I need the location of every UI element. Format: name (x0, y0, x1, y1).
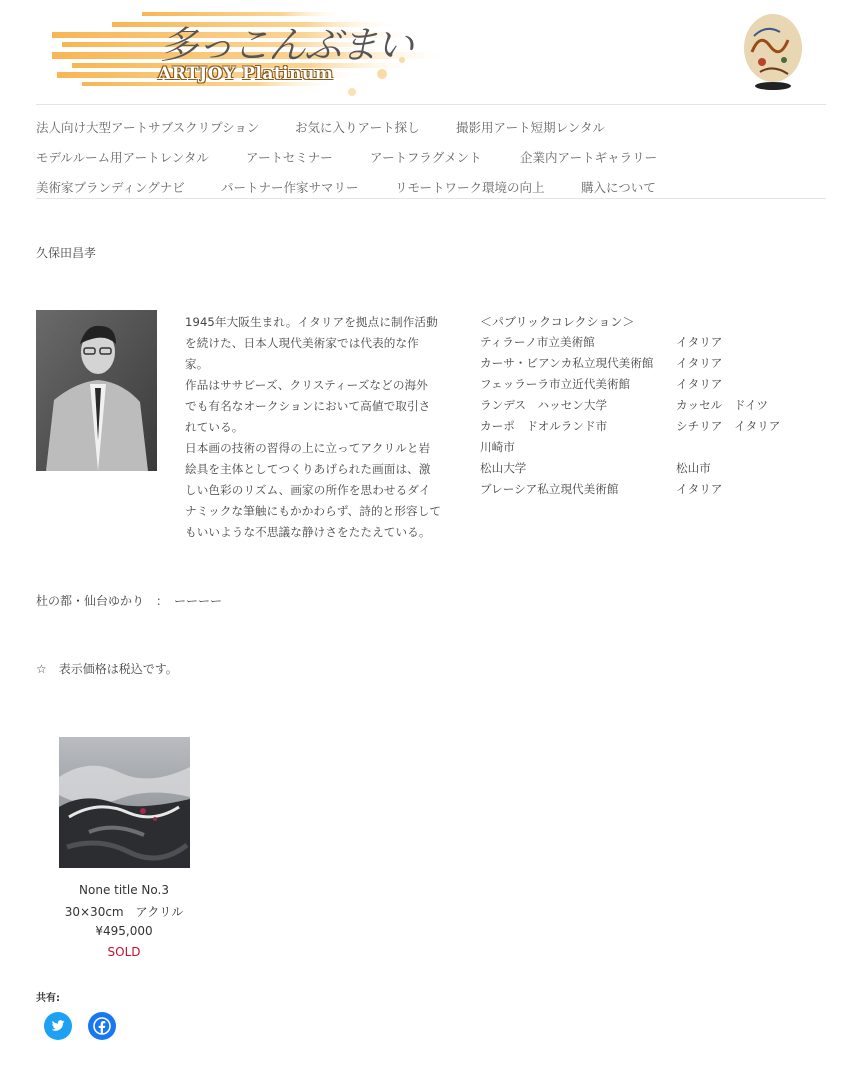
share-label: 共有: (36, 993, 60, 1004)
bio-line: 作品はササビーズ、クリスティーズなどの海外 (185, 378, 428, 392)
bio-line: ナミックな筆触にもかかわらず、詩的と形容して (185, 504, 442, 518)
collection-name: フェッラーラ市立近代美術館 (480, 377, 631, 391)
collection-name: 松山大学 (480, 461, 527, 475)
artist-portrait-photo (36, 310, 157, 471)
collection-place: 松山市 (676, 461, 711, 475)
header-divider (36, 104, 826, 105)
site-logo[interactable] (52, 2, 452, 102)
bio-line: 家。 (185, 357, 209, 371)
bio-line: しい色彩のリズム、画家の所作を思わせるダイ (185, 483, 431, 497)
nav-item-photo-rental[interactable]: 撮影用アート短期レンタル (456, 120, 605, 135)
collection-name: 川崎市 (480, 440, 515, 454)
bio-line: もいいような不思議な静けさをたたえている。 (185, 525, 431, 539)
nav-item-model-room-rental[interactable]: モデルルーム用アートレンタル (36, 150, 209, 165)
bio-line: 日本画の技術の習得の上に立ってアクリルと岩 (185, 441, 431, 455)
collection-place: カッセル ドイツ (676, 398, 769, 412)
nav-item-partner-summary[interactable]: パートナー作家サマリー (221, 180, 359, 195)
nav-item-office-gallery[interactable]: 企業内アートギャラリー (520, 150, 658, 165)
collection-place: イタリア (676, 356, 723, 370)
collection-name: カーポ ドオルランド市 (480, 419, 608, 433)
logo-brand-text: ARTJOY Platinum (158, 64, 334, 84)
nav-item-remote-work[interactable]: リモートワーク環境の向上 (395, 180, 545, 195)
bio-line: 絵具を主体としてつくりあげられた画面は、激 (185, 462, 431, 476)
collection-place: イタリア (676, 482, 723, 496)
bio-line: を続けた、日本人現代美術家では代表的な作 (185, 336, 419, 350)
collection-name: ティラーノ市立美術館 (480, 335, 595, 349)
collection-place: イタリア (676, 335, 723, 349)
collection-name: ランデス ハッセン大学 (480, 398, 608, 412)
artist-name: 久保田昌孝 (36, 246, 97, 260)
bio-line: でも有名なオークションにおいて高値で取引さ (185, 399, 431, 413)
nav-item-purchase-info[interactable]: 購入について (581, 180, 656, 195)
artwork-thumbnail[interactable] (59, 737, 190, 868)
facebook-icon (88, 1012, 116, 1040)
collection-place: シチリア イタリア (676, 419, 781, 433)
nav-item-art-fragment[interactable]: アートフラグメント (370, 150, 482, 165)
product-title[interactable]: None title No.3 (79, 883, 169, 897)
collection-place: イタリア (676, 377, 723, 391)
decorated-egg-image (740, 12, 806, 92)
collection-name: ブレーシア私立現代美術館 (480, 482, 619, 496)
logo-script-text: 多っこんぶまい (160, 23, 413, 67)
nav-item-corporate-subscription[interactable]: 法人向け大型アートサブスクリプション (36, 120, 260, 135)
ownership-note: 杜の都・仙台ゆかり ： ーーーー (36, 594, 223, 608)
nav-item-favorite-art[interactable]: お気に入りアート探し (295, 120, 420, 135)
nav-divider (36, 198, 826, 199)
share-twitter-button[interactable] (44, 1012, 72, 1040)
sold-badge: SOLD (107, 945, 141, 959)
bio-line: れている。 (185, 420, 244, 434)
product-spec: 30×30cm アクリル (64, 905, 184, 919)
twitter-icon (44, 1012, 72, 1040)
share-facebook-button[interactable] (88, 1012, 116, 1040)
product-price: ¥495,000 (95, 924, 153, 938)
tax-note: ☆ 表示価格は税込です。 (36, 662, 178, 676)
collection-heading: ＜パブリックコレクション＞ (480, 315, 635, 329)
nav-item-art-seminar[interactable]: アートセミナー (246, 150, 333, 165)
bio-line: 1945年大阪生まれ。イタリアを拠点に制作活動 (185, 315, 438, 329)
nav-item-branding-navi[interactable]: 美術家ブランディングナビ (36, 180, 185, 195)
collection-name: カーサ・ビアンカ私立現代美術館 (480, 356, 654, 370)
